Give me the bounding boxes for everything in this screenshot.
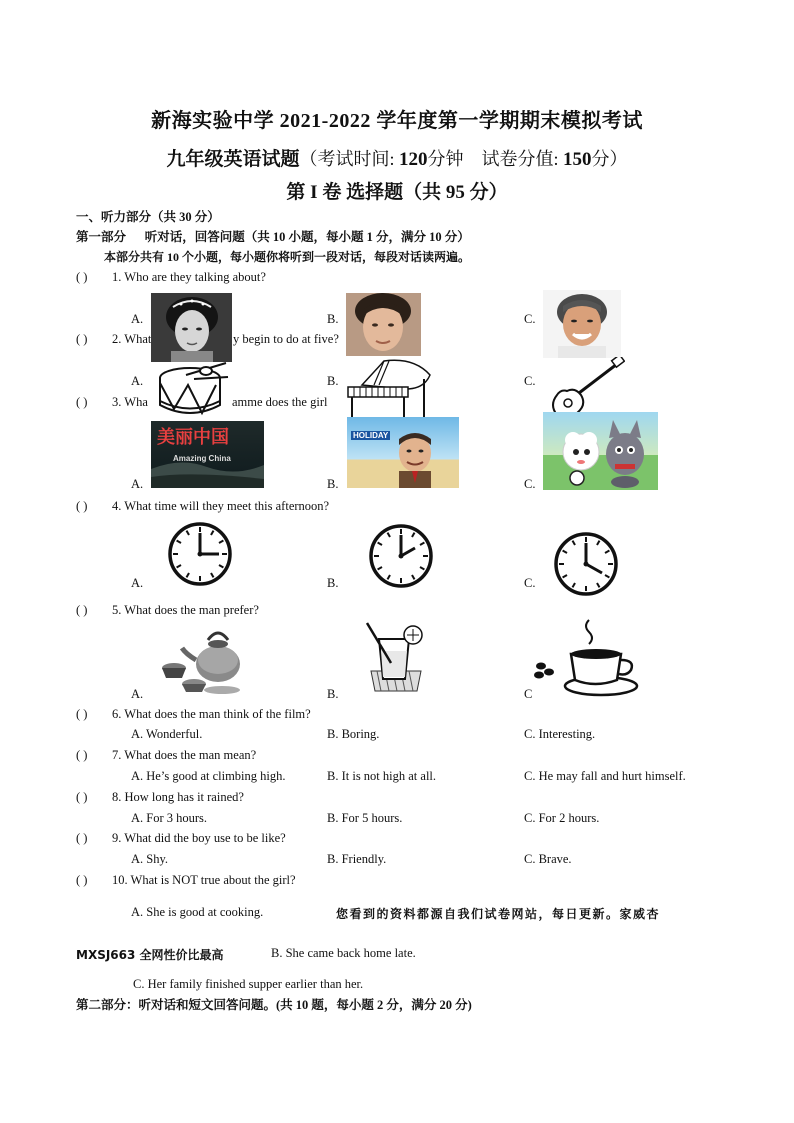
option-a: A. Wonderful.	[131, 727, 203, 741]
portrait-woman-image	[151, 293, 232, 362]
question-4: 4. What time will they meet this afternoon?	[112, 499, 330, 513]
volume-title: 第 I 卷 选择题（共 95 分）	[286, 182, 508, 203]
option-b: B. For 5 hours.	[327, 811, 403, 825]
option-c: C. Interesting.	[524, 727, 596, 741]
ad-banner-code: MXSJ663 全网性价比最高	[76, 948, 224, 962]
option-b: B.	[327, 312, 339, 326]
option-b: B. She came back home late.	[271, 946, 416, 960]
part1-heading: 第一部分 听对话，回答问题（共 10 小题，每小题 1 分，满分 10 分）	[76, 230, 470, 244]
answer-blank: ( )	[76, 831, 88, 845]
exam-subtitle: 九年级英语试题（考试时间: 120分钟 试卷分值: 150分）	[166, 149, 628, 170]
cartoon-sheep-wolf-image	[543, 412, 658, 490]
clock-icon	[553, 531, 619, 597]
drum-icon	[156, 361, 231, 418]
option-a: A.	[131, 477, 144, 491]
juice-glass-icon	[361, 621, 427, 693]
question-3-tail: amme does the girl	[232, 395, 328, 409]
question-9: 9. What did the boy use to be like?	[112, 831, 286, 845]
question-3: 3. Wha	[112, 395, 148, 409]
question-1: 1. Who are they talking about?	[112, 270, 266, 284]
option-a: A. Shy.	[131, 852, 169, 866]
answer-blank: ( )	[76, 395, 88, 409]
option-b: B. Boring.	[327, 727, 380, 741]
answer-blank: ( )	[76, 790, 88, 804]
option-a: A.	[131, 374, 144, 388]
clock-icon	[368, 523, 434, 589]
question-8: 8. How long has it rained?	[112, 790, 244, 804]
answer-blank: ( )	[76, 499, 88, 513]
poster-holiday-label: HOLIDAY	[353, 431, 389, 440]
option-c: C.	[524, 576, 536, 590]
option-a: A.	[131, 687, 144, 701]
option-a: A.	[131, 312, 144, 326]
option-c: C. He may fall and hurt himself.	[524, 769, 686, 783]
option-c: C. For 2 hours.	[524, 811, 600, 825]
option-c: C.	[524, 374, 536, 388]
answer-blank: ( )	[76, 873, 88, 887]
coffee-cup-icon	[531, 614, 641, 698]
part1-intro: 本部分共有 10 个小题，每小题你将听到一段对话，每段对话读两遍。	[104, 250, 471, 264]
option-c: C	[524, 687, 533, 701]
question-5: 5. What does the man prefer?	[112, 603, 259, 617]
teapot-icon	[156, 620, 246, 696]
exam-title: 新海实验中学 2021-2022 学年度第一学期期末模拟考试	[151, 110, 643, 132]
option-a: A. For 3 hours.	[131, 811, 208, 825]
holiday-movie-poster-image	[347, 417, 459, 488]
portrait-man-image	[346, 293, 421, 356]
answer-blank: ( )	[76, 270, 88, 284]
option-c: C. Brave.	[524, 852, 572, 866]
answer-blank: ( )	[76, 332, 88, 346]
question-10: 10. What is NOT true about the girl?	[112, 873, 296, 887]
option-c: C.	[524, 312, 536, 326]
option-a: A. He’s good at climbing high.	[131, 769, 286, 783]
poster-title-en: Amazing China	[173, 454, 231, 463]
ad-banner-text: 您看到的资料都源自我们试卷网站，每日更新。家威杏	[336, 907, 661, 921]
piano-icon	[344, 355, 434, 425]
poster-title-cn: 美丽中国	[157, 427, 229, 448]
answer-blank: ( )	[76, 707, 88, 721]
option-c: C. Her family finished supper earlier than her.	[133, 977, 364, 991]
question-2-tail: y begin to do at five?	[233, 332, 339, 346]
option-b: B.	[327, 687, 339, 701]
option-b: B. It is not high at all.	[327, 769, 437, 783]
answer-blank: ( )	[76, 603, 88, 617]
part2-heading: 第二部分：听对话和短文回答问题。(共 10 题，每小题 2 分，满分 20 分)	[76, 998, 472, 1012]
clock-icon	[167, 521, 233, 587]
option-b: B. Friendly.	[327, 852, 387, 866]
portrait-smiling-man-image	[543, 290, 621, 358]
option-a: A. She is good at cooking.	[131, 905, 264, 919]
option-b: B.	[327, 477, 339, 491]
option-b: B.	[327, 576, 339, 590]
amazing-china-poster-image	[151, 421, 264, 488]
question-7: 7. What does the man mean?	[112, 748, 257, 762]
question-6: 6. What does the man think of the film?	[112, 707, 311, 721]
question-2: 2. What	[112, 332, 152, 346]
option-b: B.	[327, 374, 339, 388]
option-a: A.	[131, 576, 144, 590]
subject-title: 九年级英语试题	[166, 149, 300, 170]
answer-blank: ( )	[76, 748, 88, 762]
option-c: C.	[524, 477, 536, 491]
section-heading: 一、听力部分（共 30 分）	[76, 210, 220, 224]
